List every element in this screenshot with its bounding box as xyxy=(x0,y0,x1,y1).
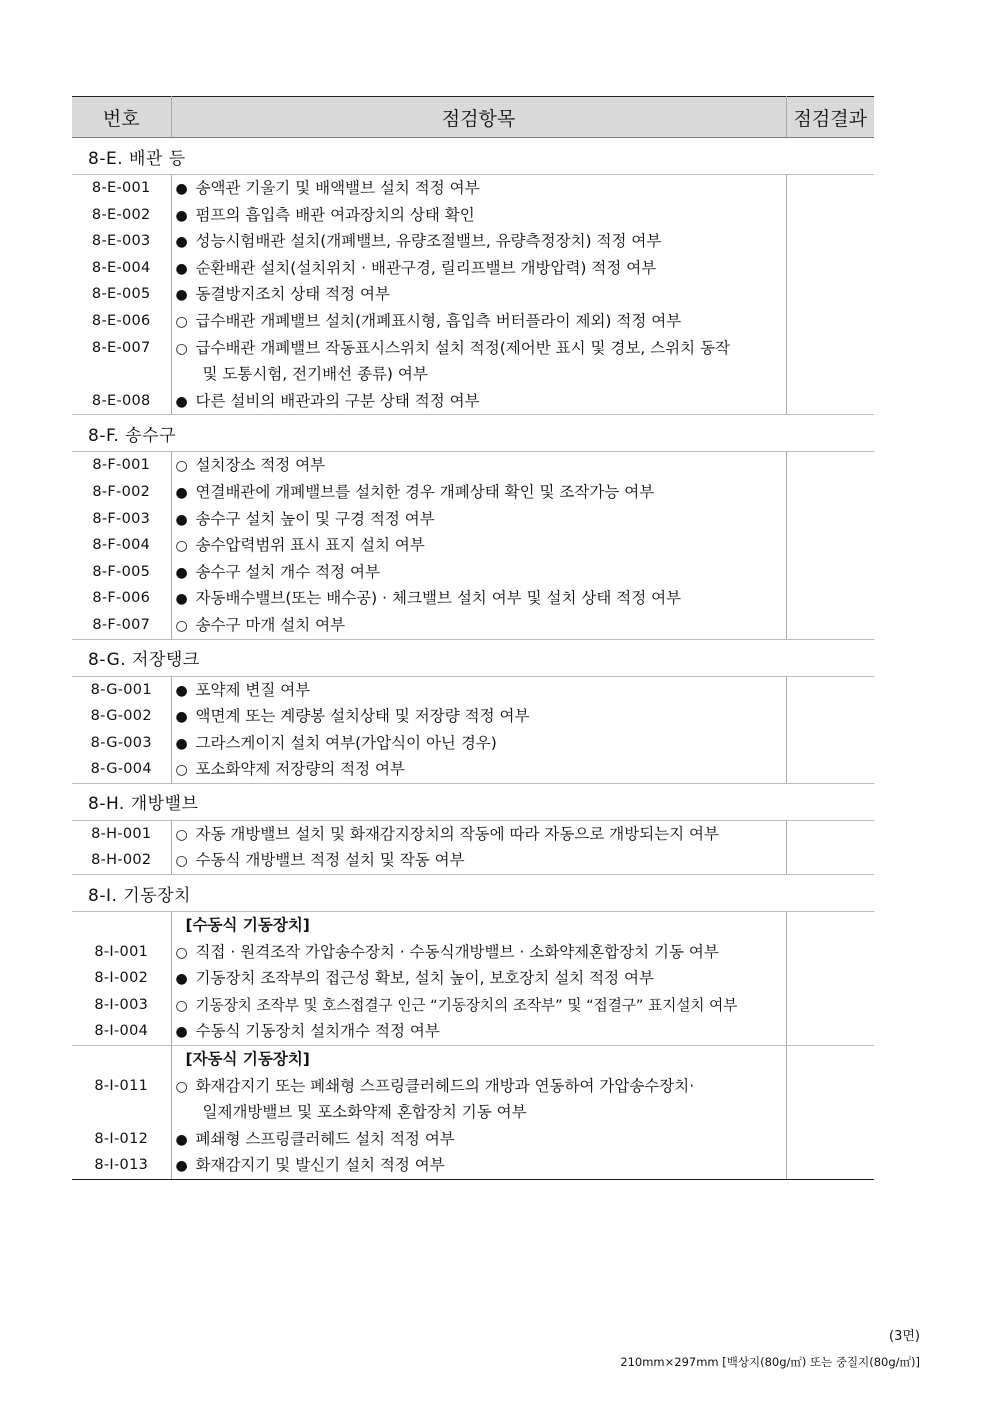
list-item xyxy=(176,506,786,533)
item-number: 8-H-002 xyxy=(91,852,152,869)
number-column xyxy=(72,912,171,1046)
section-f-heading xyxy=(72,415,874,452)
item-text: 기동장치 조작부 및 호스접결구 인근 “기동장치의 조작부” 및 “접결구” 표지설치 여부 xyxy=(195,996,738,1014)
item-number: 8-I-012 xyxy=(94,1130,149,1147)
list-item xyxy=(176,585,786,612)
item-text: 수동식 개방밸브 적정 설치 및 작동 여부 xyxy=(195,851,465,870)
optional-marker-icon: ○ xyxy=(175,1078,188,1095)
item-text: 자동배수밸브(또는 배수공) · 체크밸브 설치 여부 및 설치 상태 적정 여부 xyxy=(195,589,682,608)
item-text: 수동식 기동장치 설치개수 적정 여부 xyxy=(195,1022,440,1041)
item-number: 8-F-004 xyxy=(92,537,151,554)
required-marker-icon: ● xyxy=(175,207,188,224)
item-text-continuation: 일제개방밸브 및 포소화약제 혼합장치 기동 여부 xyxy=(202,1103,527,1122)
items-column xyxy=(171,1046,786,1180)
optional-marker-icon: ○ xyxy=(175,944,188,961)
required-marker-icon: ● xyxy=(175,484,188,501)
item-number: 8-I-011 xyxy=(94,1077,149,1094)
optional-marker-icon: ○ xyxy=(175,762,188,779)
header-row xyxy=(72,97,874,138)
list-item xyxy=(176,992,786,1019)
list-item xyxy=(176,228,786,255)
item-text: 송수압력범위 표시 표지 설치 여부 xyxy=(195,536,425,555)
item-text: 성능시험배관 설치(개폐밸브, 유량조절밸브, 유량측정장치) 적정 여부 xyxy=(195,232,662,251)
section-i-manual-group xyxy=(72,912,874,1046)
section-h-group xyxy=(72,820,874,874)
item-text: 포소화약제 저장량의 적정 여부 xyxy=(195,760,405,779)
section-title: 8-F. 송수구 xyxy=(88,425,177,446)
item-number: 8-E-004 xyxy=(91,259,151,276)
required-marker-icon: ● xyxy=(175,260,188,277)
subsection-title: [자동식 기동장치] xyxy=(185,1050,310,1069)
list-item xyxy=(176,1018,786,1045)
optional-marker-icon: ○ xyxy=(175,458,188,475)
item-text: 설치장소 적정 여부 xyxy=(195,456,326,475)
required-marker-icon: ● xyxy=(175,181,188,197)
section-e-group xyxy=(72,175,874,415)
section-g-heading xyxy=(72,639,874,676)
section-title: 8-I. 기동장치 xyxy=(88,885,191,906)
item-number: 8-I-002 xyxy=(94,970,149,987)
inspection-checklist xyxy=(72,96,874,1180)
item-text: 동결방지조치 상태 적정 여부 xyxy=(195,285,390,304)
item-number: 8-F-006 xyxy=(92,590,151,607)
item-text: 직접 · 원격조작 가압송수장치 · 수동식개방밸브 · 소화약제혼합장치 기동 여부 xyxy=(195,942,719,961)
optional-marker-icon: ○ xyxy=(175,853,188,870)
item-number: 8-F-003 xyxy=(92,510,151,527)
item-text: 화재감지기 또는 폐쇄형 스프링클러헤드의 개방과 연동하여 가압송수장치· xyxy=(195,1076,695,1095)
item-text: 포약제 변질 여부 xyxy=(195,680,311,699)
item-number: 8-F-002 xyxy=(92,483,151,500)
item-text: 자동 개방밸브 설치 및 화재감지장치의 작동에 따라 자동으로 개방되는지 여부 xyxy=(195,824,719,843)
list-item xyxy=(176,388,786,415)
list-item xyxy=(176,821,786,848)
result-cell[interactable] xyxy=(786,175,874,415)
list-item xyxy=(176,847,786,874)
list-item xyxy=(176,1152,786,1179)
required-marker-icon: ● xyxy=(175,511,188,528)
number-column xyxy=(72,175,171,415)
paper-spec: 210mm×297mm [백상지(80g/㎡) 또는 중질지(80g/㎡)] xyxy=(620,1355,920,1369)
list-item xyxy=(176,939,786,966)
number-column xyxy=(72,452,171,639)
item-text: 급수배관 개폐밸브 설치(개폐표시형, 흡입측 버터플라이 제외) 적정 여부 xyxy=(195,311,682,330)
list-item xyxy=(176,559,786,586)
list-item xyxy=(176,532,786,559)
required-marker-icon: ● xyxy=(175,1158,188,1175)
number-column xyxy=(72,1046,171,1180)
result-cell[interactable] xyxy=(786,452,874,639)
list-item xyxy=(176,730,786,757)
item-number: 8-F-001 xyxy=(92,457,151,474)
item-number: 8-H-001 xyxy=(91,825,152,842)
required-marker-icon: ● xyxy=(175,287,188,304)
subsection-title: [수동식 기동장치] xyxy=(185,916,310,935)
item-number: 8-E-006 xyxy=(91,312,151,329)
list-item xyxy=(176,965,786,992)
item-number: 8-E-005 xyxy=(91,286,151,303)
section-title: 8-H. 개방밸브 xyxy=(88,794,199,815)
item-number: 8-F-005 xyxy=(92,563,151,580)
item-number: 8-E-002 xyxy=(91,206,151,223)
list-item xyxy=(176,452,786,479)
required-marker-icon: ● xyxy=(175,234,188,251)
optional-marker-icon: ○ xyxy=(175,538,188,555)
items-column xyxy=(171,452,786,639)
section-title: 8-G. 저장탱크 xyxy=(88,650,200,670)
section-f-group xyxy=(72,452,874,639)
required-marker-icon: ● xyxy=(175,971,188,988)
required-marker-icon: ● xyxy=(175,564,188,581)
header-item: 점검항목 xyxy=(171,97,786,138)
item-text: 송수구 마개 설치 여부 xyxy=(195,615,346,634)
item-number: 8-E-007 xyxy=(91,339,151,356)
item-text: 폐쇄형 스프링클러헤드 설치 적정 여부 xyxy=(195,1129,455,1148)
required-marker-icon: ● xyxy=(175,1024,188,1041)
item-number: 8-G-002 xyxy=(90,708,152,725)
item-text: 액면계 또는 계량봉 설치상태 및 저장량 적정 여부 xyxy=(195,707,530,726)
item-number: 8-G-003 xyxy=(90,734,152,751)
item-number: 8-E-008 xyxy=(91,392,151,409)
number-column xyxy=(72,820,171,874)
section-g-group xyxy=(72,676,874,783)
item-number: 8-F-007 xyxy=(92,616,151,633)
item-text: 다른 설비의 배관과의 구분 상태 적정 여부 xyxy=(195,391,480,410)
list-item xyxy=(176,308,786,335)
item-text: 급수배관 개폐밸브 작동표시스위치 설치 적정(제어반 표시 및 경보, 스위치 동작 xyxy=(195,338,730,357)
item-number: 8-I-003 xyxy=(94,996,149,1013)
item-text: 기동장치 조작부의 접근성 확보, 설치 높이, 보호장치 설치 적정 여부 xyxy=(195,969,654,988)
section-h-heading xyxy=(72,783,874,820)
list-item xyxy=(176,479,786,506)
item-text: 송수구 설치 개수 적정 여부 xyxy=(195,562,380,581)
header-result: 점검결과 xyxy=(786,97,874,138)
result-cell[interactable] xyxy=(786,912,874,1046)
items-column xyxy=(171,676,786,783)
items-column xyxy=(171,820,786,874)
item-text-continuation: 및 도통시험, 전기배선 종류) 여부 xyxy=(202,365,428,384)
item-number: 8-I-001 xyxy=(94,943,149,960)
checklist-table xyxy=(72,96,874,1180)
list-item xyxy=(176,677,786,704)
item-text: 펌프의 흡입측 배관 여과장치의 상태 확인 xyxy=(195,205,475,224)
list-item xyxy=(176,335,786,362)
list-item xyxy=(176,612,786,639)
item-text: 연결배관에 개폐밸브를 설치한 경우 개폐상태 확인 및 조작가능 여부 xyxy=(195,482,655,501)
item-number: 8-E-001 xyxy=(91,180,151,196)
section-title: 8-E. 배관 등 xyxy=(88,148,186,169)
optional-marker-icon: ○ xyxy=(175,617,188,634)
items-column xyxy=(171,175,786,415)
section-i-auto-group xyxy=(72,1046,874,1180)
list-item xyxy=(176,756,786,783)
item-text: 그라스게이지 설치 여부(가압식이 아닌 경우) xyxy=(195,733,497,752)
required-marker-icon: ● xyxy=(175,1131,188,1148)
optional-marker-icon: ○ xyxy=(175,826,188,843)
result-cell[interactable] xyxy=(786,676,874,783)
list-item xyxy=(176,202,786,229)
required-marker-icon: ● xyxy=(175,682,188,699)
list-item xyxy=(176,255,786,282)
section-e-heading xyxy=(72,138,874,175)
required-marker-icon: ● xyxy=(175,735,188,752)
list-item xyxy=(176,281,786,308)
result-cell[interactable] xyxy=(786,1046,874,1180)
required-marker-icon: ● xyxy=(175,591,188,608)
optional-marker-icon: ○ xyxy=(175,313,188,330)
item-text: 송수구 설치 높이 및 구경 적정 여부 xyxy=(195,509,435,528)
item-text: 송액관 기울기 및 배액밸브 설치 적정 여부 xyxy=(195,179,480,197)
header-num: 번호 xyxy=(72,97,171,138)
required-marker-icon: ● xyxy=(175,709,188,726)
list-item xyxy=(176,1126,786,1153)
list-item xyxy=(176,1073,786,1100)
item-number: 8-I-004 xyxy=(94,1023,149,1040)
number-column xyxy=(72,676,171,783)
item-number: 8-E-003 xyxy=(91,233,151,250)
list-item xyxy=(176,175,786,202)
list-item xyxy=(176,703,786,730)
section-i-heading xyxy=(72,875,874,912)
result-cell[interactable] xyxy=(786,820,874,874)
item-text: 순환배관 설치(설치위치 · 배관구경, 릴리프밸브 개방압력) 적정 여부 xyxy=(195,258,657,277)
optional-marker-icon: ○ xyxy=(175,340,188,357)
required-marker-icon: ● xyxy=(175,393,188,410)
optional-marker-icon: ○ xyxy=(175,997,188,1014)
items-column xyxy=(171,912,786,1046)
item-number: 8-I-013 xyxy=(94,1157,149,1174)
item-text: 화재감지기 및 발신기 설치 적정 여부 xyxy=(195,1156,445,1175)
page-number: (3면) xyxy=(889,1329,920,1344)
item-number: 8-G-001 xyxy=(90,681,152,698)
item-number: 8-G-004 xyxy=(90,761,152,778)
